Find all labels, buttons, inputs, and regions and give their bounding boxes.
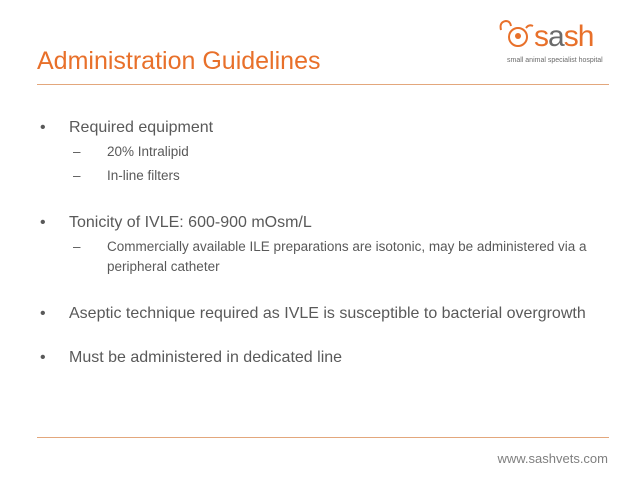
- logo-word-prefix: s: [534, 20, 548, 53]
- title-divider: [37, 84, 609, 85]
- sub-bullet-text: Commercially available ILE preparations are isotonic, may be administered via a peripheral catheter: [107, 239, 587, 274]
- logo-wordmark: [534, 22, 593, 52]
- bullet-text: Required equipment: [69, 119, 214, 136]
- spacer: [40, 325, 600, 347]
- footer-divider: [37, 437, 609, 438]
- sub-bullet-text: In-line filters: [107, 168, 180, 183]
- spacer: [40, 190, 600, 212]
- bullet-list: [40, 117, 600, 369]
- bullet-item: [40, 117, 600, 186]
- bullet-item: [40, 303, 600, 325]
- logo: [498, 18, 616, 64]
- bullet-marker: •: [40, 119, 46, 136]
- logo-word-accent: a: [548, 20, 564, 53]
- sub-bullet-item: [69, 142, 600, 162]
- bullet-text: Aseptic technique required as IVLE is susceptible to bacterial overgrowth: [69, 305, 586, 322]
- bullet-item: [40, 347, 600, 369]
- bullet-item: [40, 212, 600, 277]
- sub-bullet-marker: –: [73, 168, 81, 183]
- sub-bullet-item: [69, 237, 600, 277]
- bullet-text: Must be administered in dedicated line: [69, 349, 343, 366]
- sub-bullet-marker: –: [73, 144, 81, 159]
- logo-tagline: small animal specialist hospital: [507, 57, 603, 64]
- logo-word-suffix: sh: [563, 20, 594, 53]
- bullet-marker: •: [40, 305, 46, 322]
- sub-bullet-list: [69, 142, 600, 186]
- sub-bullet-marker: –: [73, 239, 81, 254]
- dog-face-icon: [498, 18, 538, 52]
- spacer: [40, 281, 600, 303]
- sub-bullet-item: [69, 166, 600, 186]
- sub-bullet-text: 20% Intralipid: [107, 144, 189, 159]
- bullet-marker: •: [40, 214, 46, 231]
- bullet-marker: •: [40, 349, 46, 366]
- slide-title: Administration Guidelines: [37, 47, 321, 75]
- sub-bullet-list: [69, 237, 600, 277]
- footer-url: www.sashvets.com: [497, 451, 608, 466]
- bullet-text: Tonicity of IVLE: 600-900 mOsm/L: [69, 214, 312, 231]
